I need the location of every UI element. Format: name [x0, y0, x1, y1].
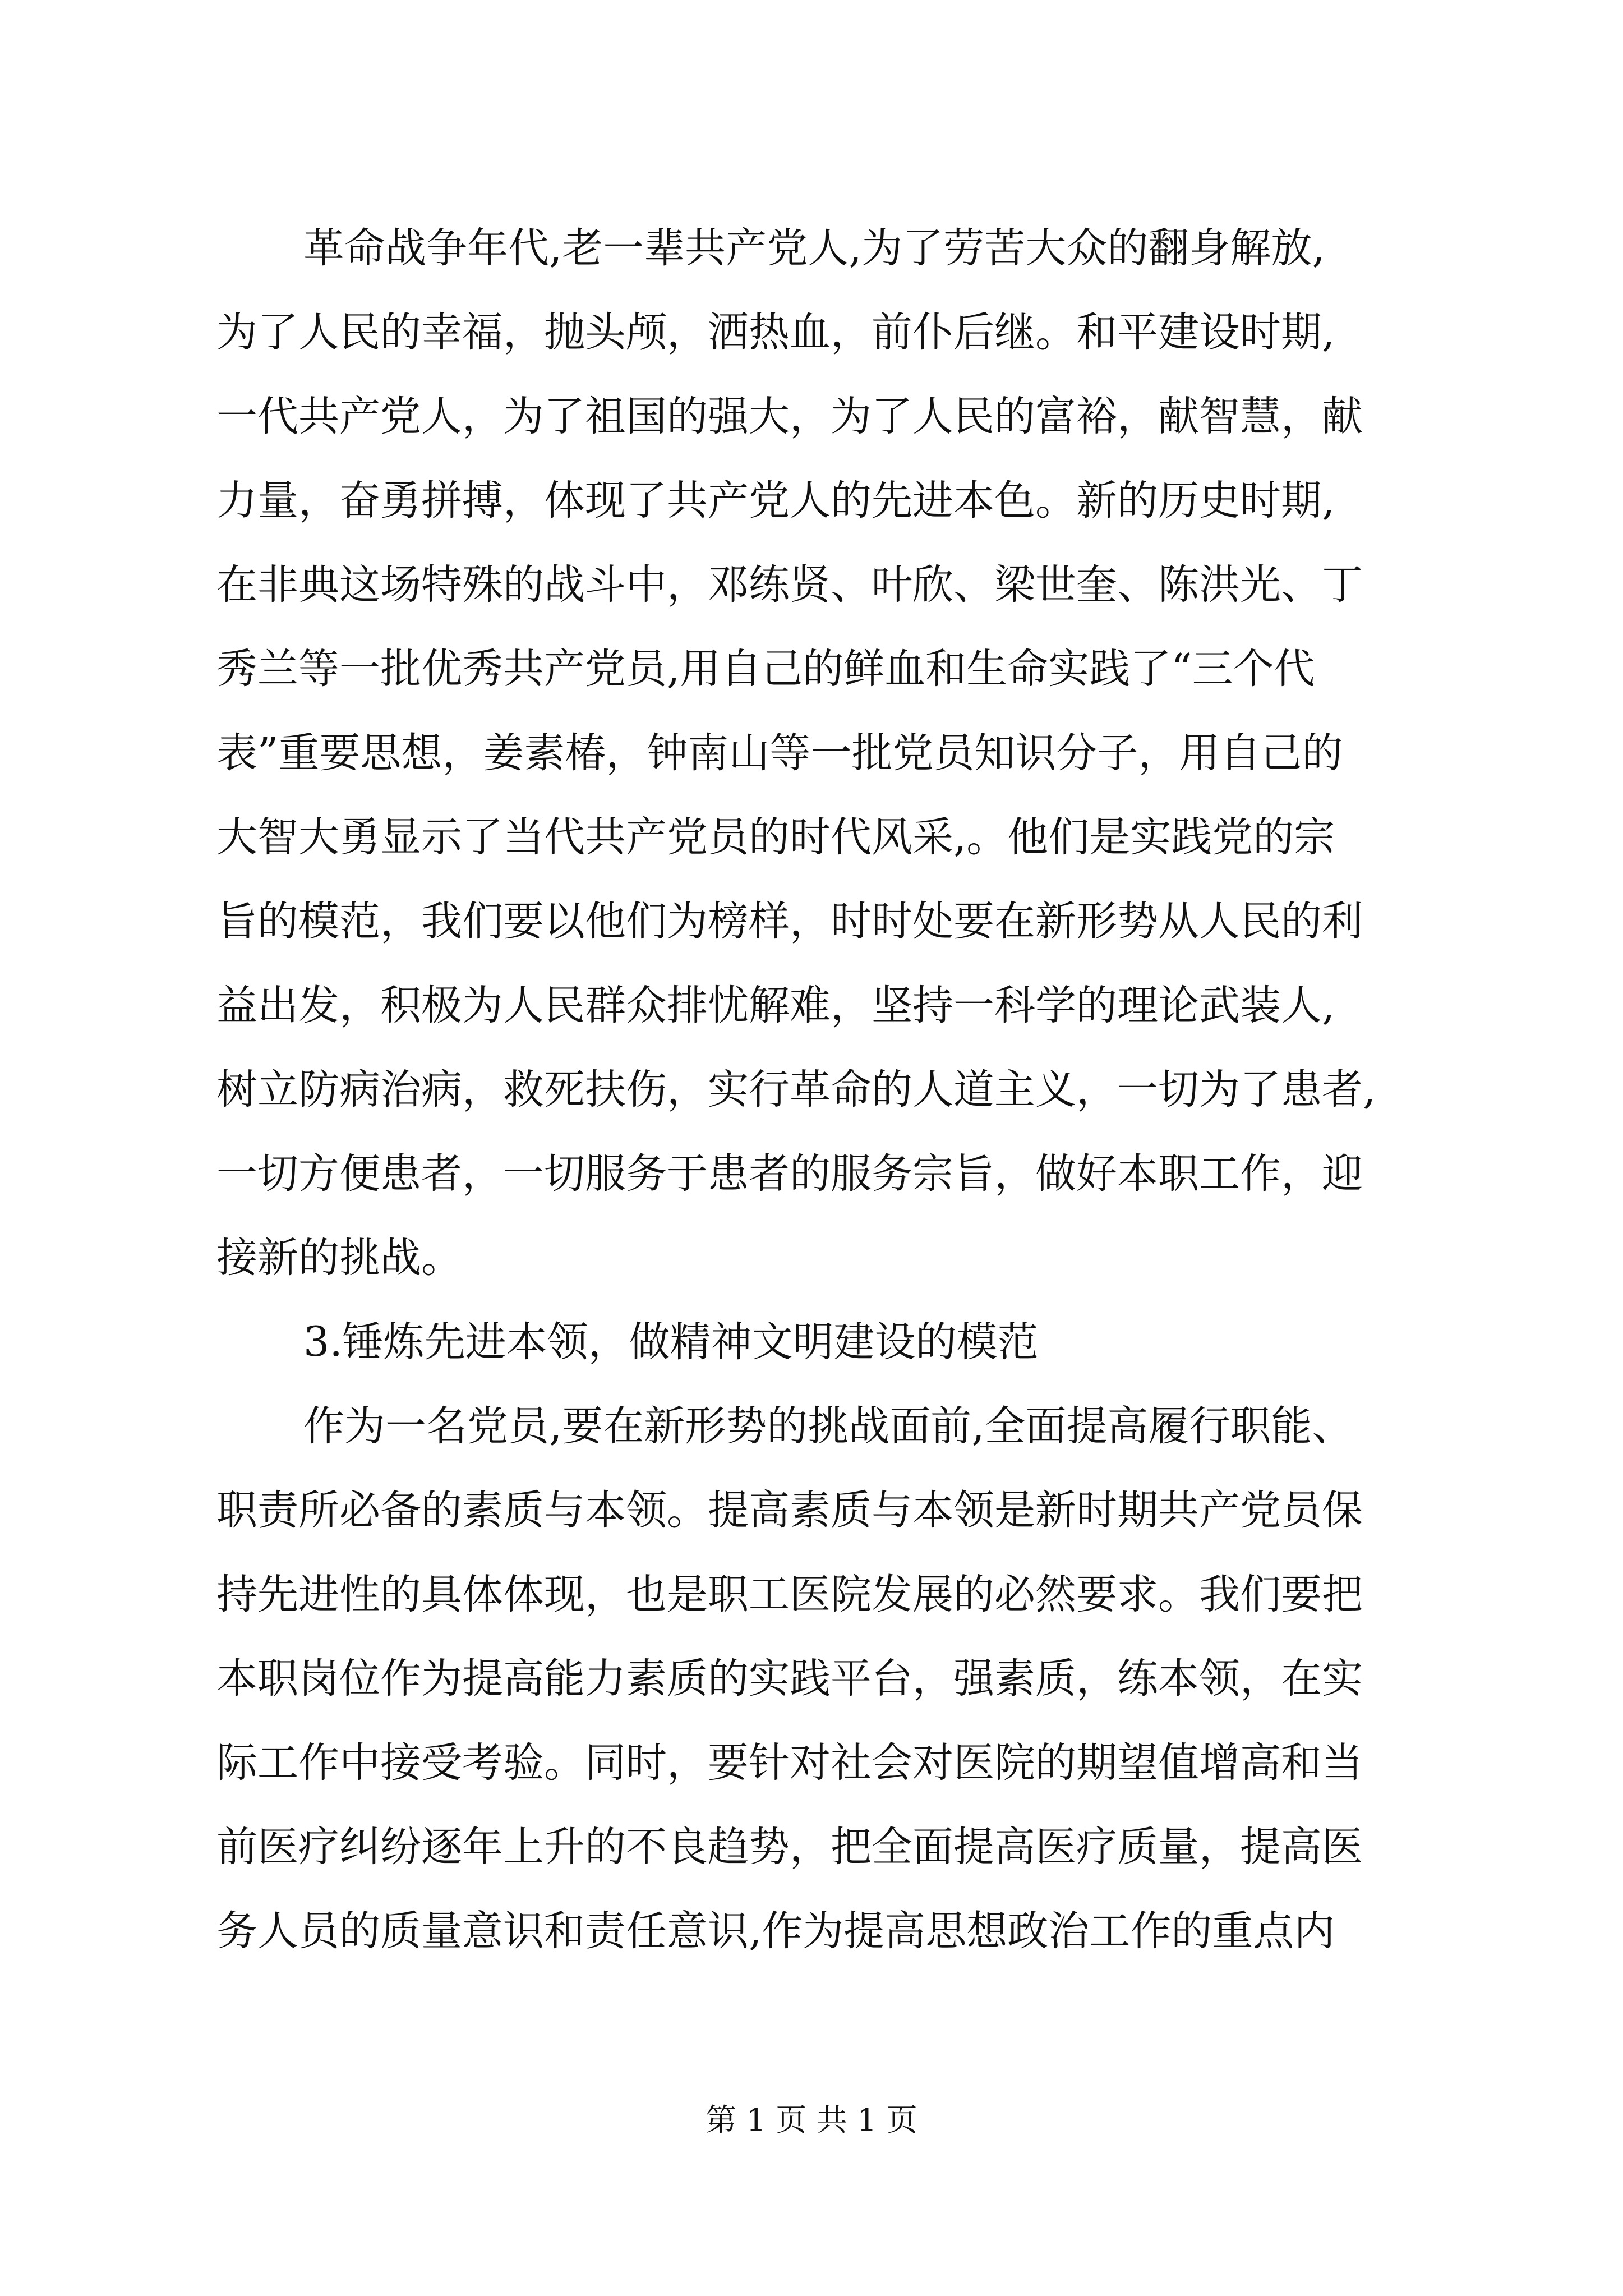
text-line: 作为一名党员,要在新形势的挑战面前,全面提高履行职能、	[303, 1402, 1353, 1450]
page-footer: 第 1 页 共 1 页	[706, 2102, 917, 2138]
text-line: 大智大勇显示了当代共产党员的时代风采,。他们是实践党的宗	[216, 813, 1335, 861]
text-line: 力量，奋勇拼搏，体现了共产党人的先进本色。新的历史时期,	[216, 477, 1335, 524]
text-line: 务人员的质量意识和责任意识,作为提高思想政治工作的重点内	[216, 1907, 1335, 1955]
text-line: 前医疗纠纷逐年上升的不良趋势，把全面提高医疗质量，提高医	[216, 1823, 1363, 1871]
text-line: 秀兰等一批优秀共产党员,用自己的鲜血和生命实践了“三个代	[216, 645, 1315, 693]
text-line: 为了人民的幸福，抛头颅，洒热血，前仆后继。和平建设时期,	[216, 309, 1335, 356]
section-heading: 3.锤炼先进本领，做精神文明建设的模范	[303, 1318, 1039, 1366]
text-line: 职责所必备的素质与本领。提高素质与本领是新时期共产党员保	[216, 1487, 1363, 1534]
text-line: 在非典这场特殊的战斗中，邓练贤、叶欣、梁世奎、陈洪光、丁	[216, 561, 1363, 609]
text-line: 表”重要思想，姜素椿，钟南山等一批党员知识分子，用自己的	[216, 729, 1343, 777]
text-line: 本职岗位作为提高能力素质的实践平台，强素质，练本领，在实	[216, 1655, 1363, 1703]
text-line: 持先进性的具体体现，也是职工医院发展的必然要求。我们要把	[216, 1571, 1363, 1618]
text-line: 益出发，积极为人民群众排忧解难，坚持一科学的理论武装人,	[216, 982, 1335, 1029]
text-line: 革命战争年代,老一辈共产党人,为了劳苦大众的翻身解放,	[303, 224, 1325, 272]
text-line: 一切方便患者，一切服务于患者的服务宗旨，做好本职工作，迎	[216, 1150, 1363, 1198]
text-line: 一代共产党人，为了祖国的强大，为了人民的富裕，献智慧，献	[216, 393, 1363, 440]
text-line: 接新的挑战。	[216, 1234, 462, 1282]
text-line: 际工作中接受考验。同时，要针对社会对医院的期望值增高和当	[216, 1739, 1363, 1787]
text-line: 旨的模范，我们要以他们为榜样，时时处要在新形势从人民的利	[216, 898, 1363, 945]
text-line: 树立防病治病，救死扶伤，实行革命的人道主义，一切为了患者,	[216, 1066, 1376, 1114]
